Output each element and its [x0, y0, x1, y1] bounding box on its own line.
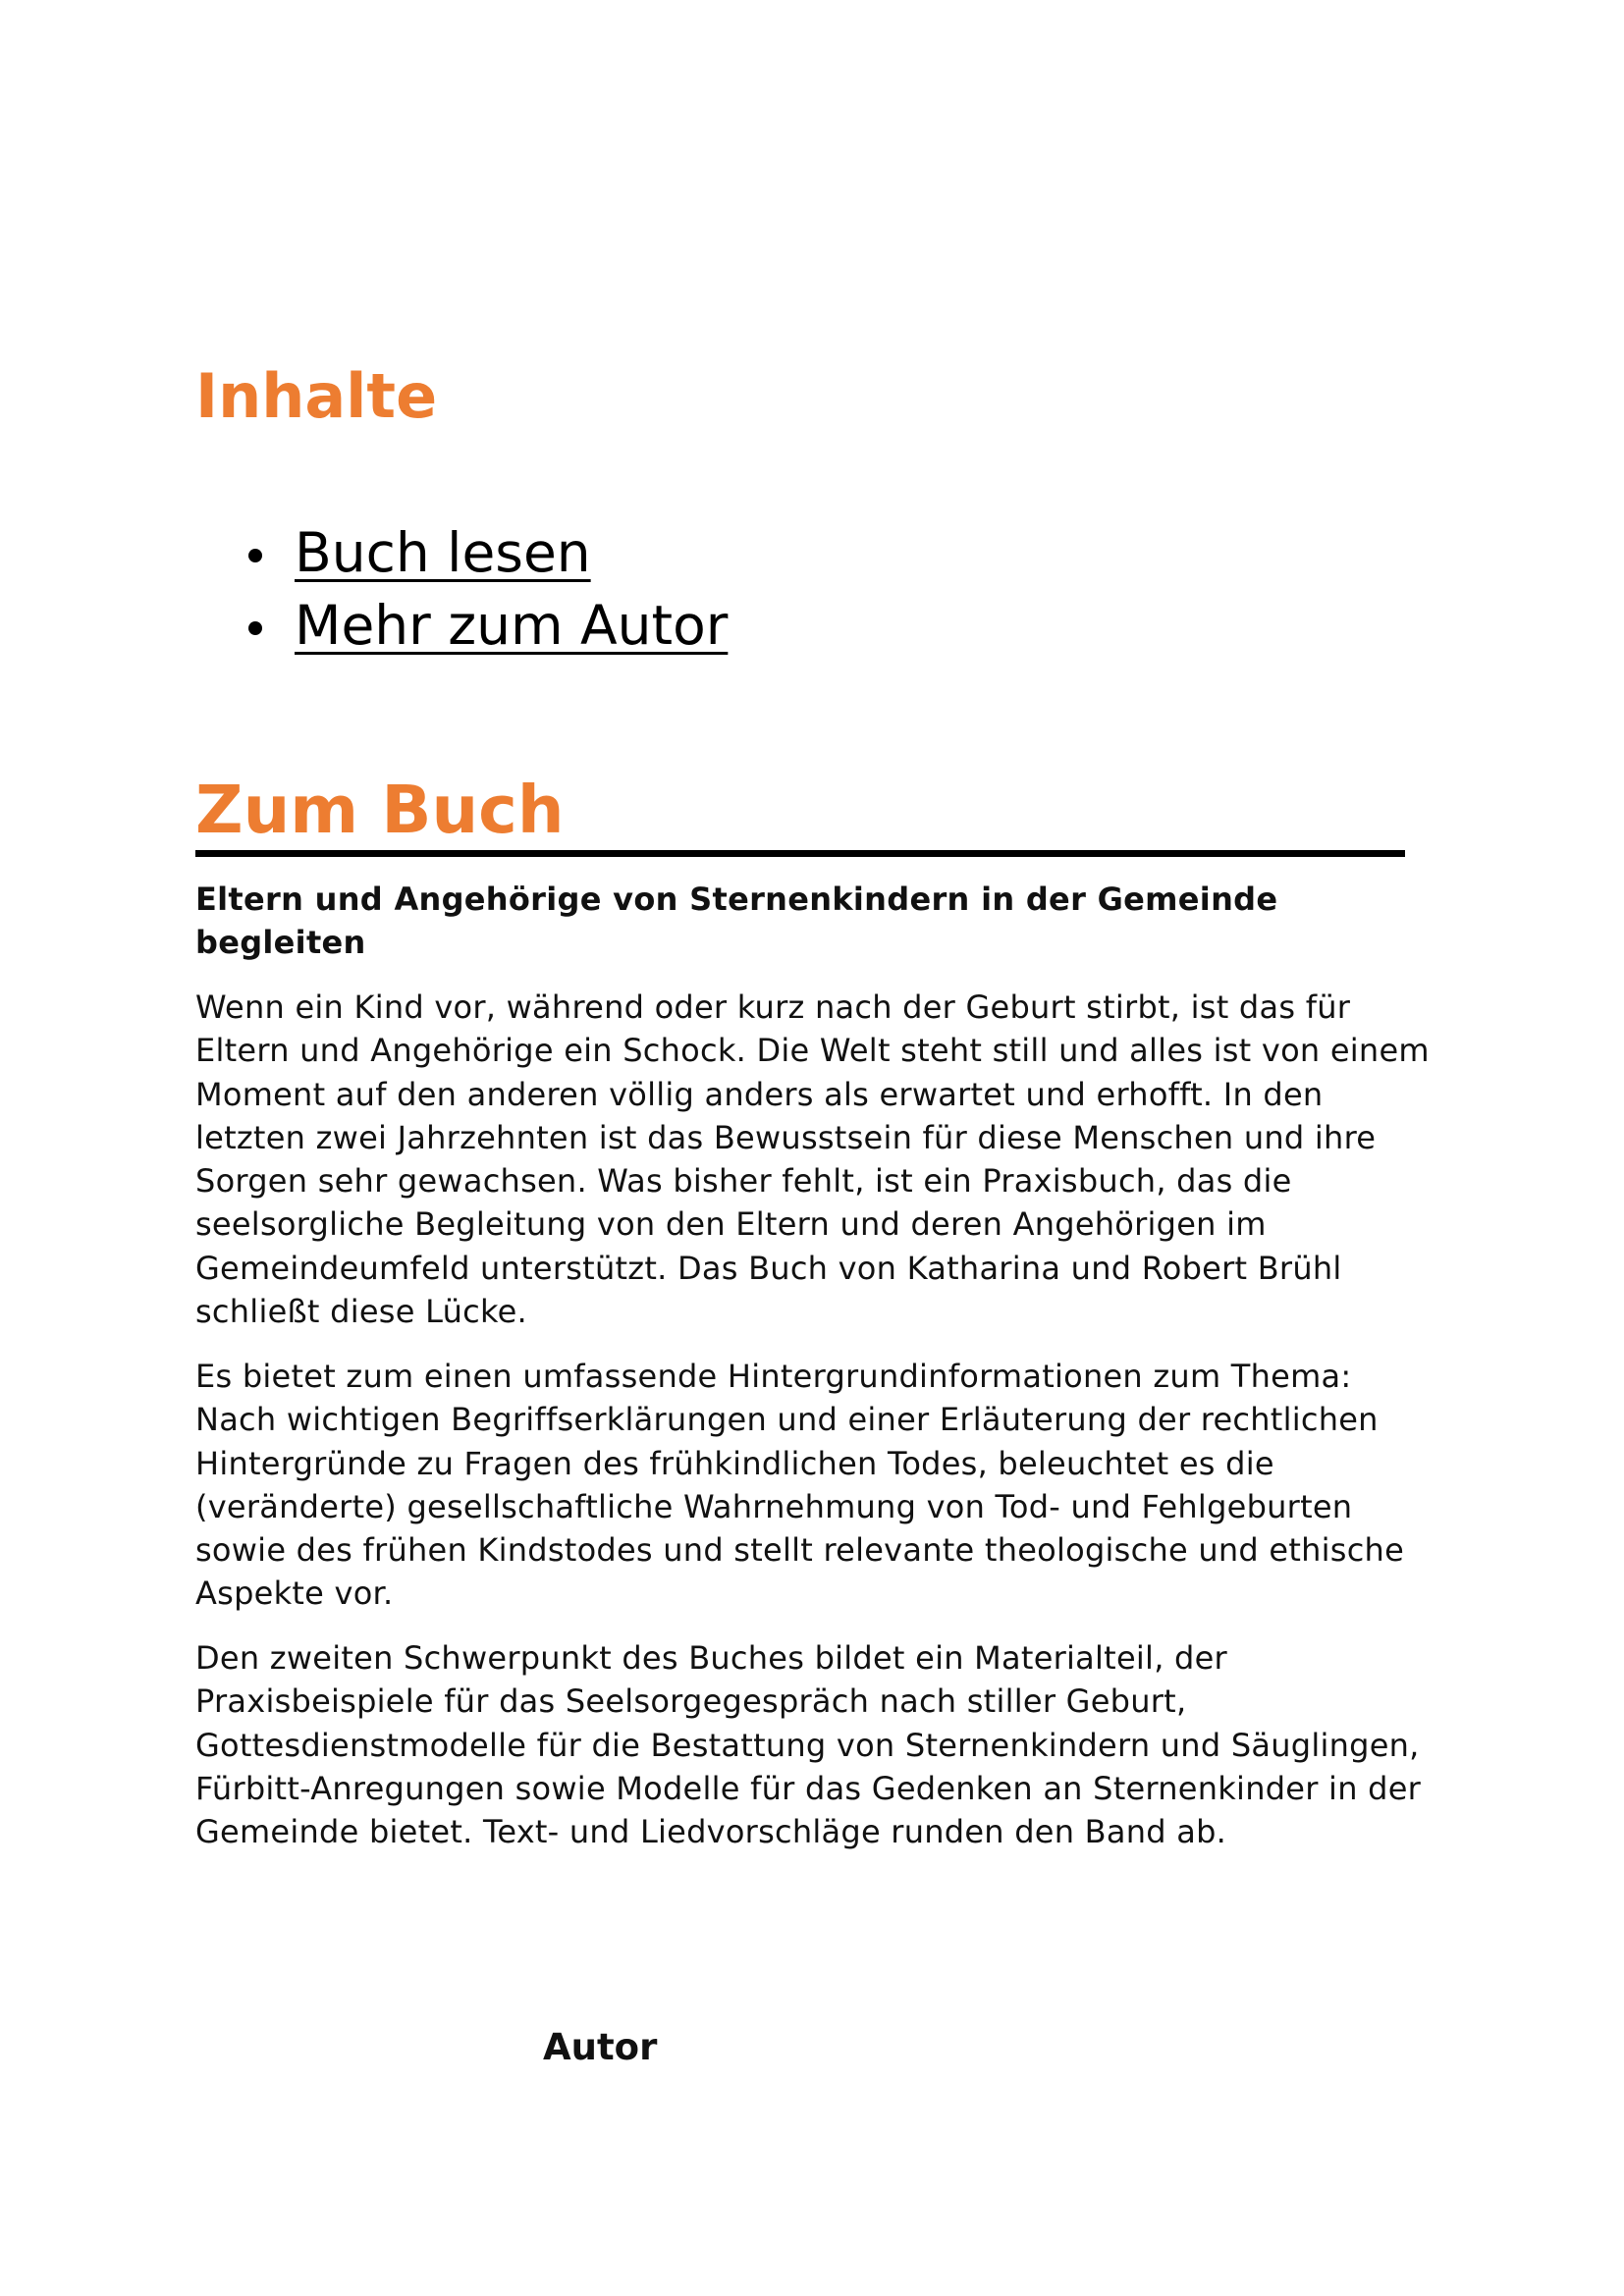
- author-heading: Autor: [543, 2026, 658, 2068]
- more-about-author-link[interactable]: Mehr zum Autor: [295, 594, 729, 657]
- book-paragraph-2: Es bietet zum einen umfassende Hintergrundinformationen zum Thema: Nach wichtigen Begriffserklärungen und einer Erläuterung der rechtlichen Hintergründe zu Fragen des frühkindlichen Todes, beleuchtet es die (veränderte) gesellschaftliche Wahrnehmung von Tod- und Fehlgeburten sowie des frühen Kindstodes und stellt relevante theologische und ethische Aspekte vor.: [195, 1358, 1405, 1613]
- contents-list: [195, 516, 728, 662]
- contents-list-item: [195, 516, 728, 589]
- contents-heading: Inhalte: [195, 360, 438, 432]
- contents-list-item: [195, 589, 728, 662]
- read-book-link[interactable]: Buch lesen: [295, 521, 591, 584]
- heading-divider: [195, 850, 1405, 857]
- book-subtitle: Eltern und Angehörige von Sternenkindern in der Gemeinde begleiten: [195, 881, 1278, 961]
- book-paragraph-3: Den zweiten Schwerpunkt des Buches bildet ein Materialteil, der Praxisbeispiele für das Seelsorgegespräch nach stiller Geburt, Gottesdienstmodelle für die Bestattung von Sternenkindern und Säuglingen, Fürbitt-Anregungen sowie Modelle für das Gedenken an Sternenkinder in der Gemeinde bietet. Text- und Liedvorschläge runden den Band ab.: [195, 1639, 1422, 1851]
- book-heading: Zum Buch: [195, 772, 565, 848]
- book-paragraph-1: Wenn ein Kind vor, während oder kurz nach der Geburt stirbt, ist das für Eltern und Angehörige ein Schock. Die Welt steht still und alles ist von einem Moment auf den anderen völlig anders als erwartet und erhofft. In den letzten zwei Jahrzehnten ist das Bewusstsein für diese Menschen und ihre Sorgen sehr gewachsen. Was bisher fehlt, ist ein Praxisbuch, das die seelsorgliche Begleitung von den Eltern und deren Angehörigen im Gemeindeumfeld unterstützt. Das Buch von Katharina und Robert Brühl schließt diese Lücke.: [195, 988, 1430, 1331]
